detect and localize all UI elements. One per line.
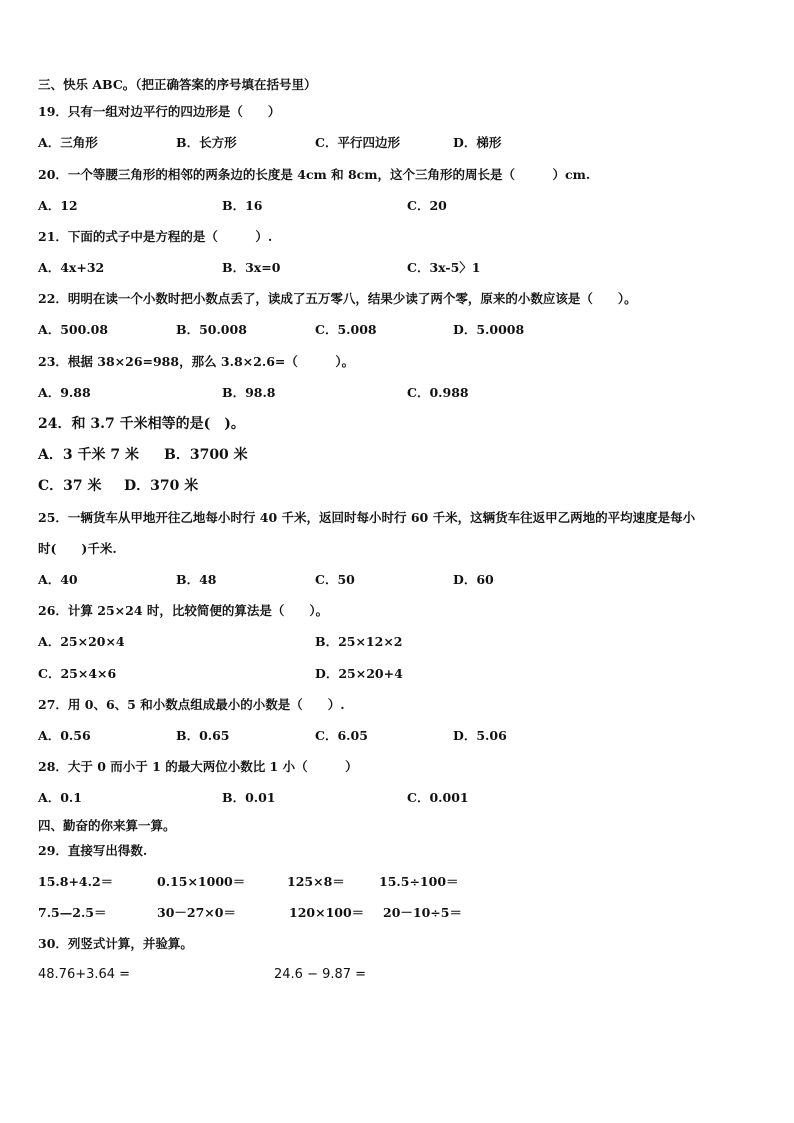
q28-option-b[interactable]: B．0.01: [222, 790, 276, 805]
q19-option-a[interactable]: A．三角形: [38, 135, 98, 150]
q24-stem: 24．和 3.7 千米相等的是( )。: [38, 416, 245, 432]
q27-option-a[interactable]: A．0.56: [38, 728, 91, 743]
q28-option-a[interactable]: A．0.1: [38, 790, 82, 805]
q19-option-d[interactable]: D．梯形: [453, 135, 502, 150]
q23-option-c[interactable]: C．0.988: [407, 385, 469, 400]
q25-option-d[interactable]: D．60: [453, 572, 494, 587]
section-3-title: 三、快乐 ABC。（把正确答案的序号填在括号里）: [38, 77, 317, 92]
q26-option-b[interactable]: B．25×12×2: [315, 634, 403, 649]
q25-option-b[interactable]: B．48: [176, 572, 217, 587]
q27-option-d[interactable]: D．5.06: [453, 728, 507, 743]
q28-option-c[interactable]: C．0.001: [407, 790, 469, 805]
q27-option-b[interactable]: B．0.65: [176, 728, 230, 743]
q26-option-c[interactable]: C．25×4×6: [38, 666, 117, 681]
q29-item: 20－10÷5＝: [383, 905, 462, 920]
q19-stem: 19．只有一组对边平行的四边形是（ ）: [38, 104, 281, 119]
q24-option-a[interactable]: A．3 千米 7 米: [38, 447, 139, 463]
section-4-title: 四、勤奋的你来算一算。: [38, 818, 176, 833]
q29-item: 125×8＝: [287, 874, 345, 889]
q20-option-b[interactable]: B．16: [222, 198, 263, 213]
q29-item: 15.5÷100＝: [379, 874, 459, 889]
q24-option-b[interactable]: B．3700 米: [164, 447, 248, 463]
q25-option-a[interactable]: A．40: [38, 572, 78, 587]
q26-option-d[interactable]: D．25×20+4: [315, 666, 403, 681]
q21-option-c[interactable]: C．3x-5〉1: [407, 260, 481, 275]
q19-option-c[interactable]: C．平行四边形: [315, 135, 400, 150]
q20-option-a[interactable]: A．12: [38, 198, 78, 213]
q30-stem: 30．列竖式计算，并验算。: [38, 936, 193, 951]
q25-stem-line1: 25．一辆货车从甲地开往乙地每小时行 40 千米，返回时每小时行 60 千米，这辆货车往返甲乙两地的平均速度是每小: [38, 510, 696, 525]
q29-item: 7.5—2.5＝: [38, 905, 107, 920]
q28-stem: 28．大于 0 而小于 1 的最大两位小数比 1 小（ ）: [38, 759, 358, 774]
q24-option-c[interactable]: C．37 米: [38, 478, 102, 494]
q21-stem: 21．下面的式子中是方程的是（ ）.: [38, 229, 273, 244]
q19-option-b[interactable]: B．长方形: [176, 135, 237, 150]
q30-item: 24.6 − 9.87 =: [274, 967, 367, 982]
q27-stem: 27．用 0、6、5 和小数点组成最小的小数是（ ）.: [38, 697, 345, 712]
q27-option-c[interactable]: C．6.05: [315, 728, 368, 743]
q25-option-c[interactable]: C．50: [315, 572, 355, 587]
q29-item: 120×100＝: [289, 905, 365, 920]
q21-option-a[interactable]: A．4x+32: [38, 260, 105, 275]
q22-stem: 22．明明在读一个小数时把小数点丢了，读成了五万零八，结果少读了两个零，原来的小数应该是（ ）。: [38, 291, 637, 306]
q29-stem: 29．直接写出得数.: [38, 843, 148, 858]
q24-option-d[interactable]: D．370 米: [124, 478, 199, 494]
q22-option-a[interactable]: A．500.08: [38, 322, 109, 337]
q20-option-c[interactable]: C．20: [407, 198, 447, 213]
q26-stem: 26．计算 25×24 时，比较简便的算法是（ ）。: [38, 603, 329, 618]
q21-option-b[interactable]: B．3x=0: [222, 260, 281, 275]
q30-item: 48.76+3.64 =: [38, 967, 131, 982]
q20-stem: 20．一个等腰三角形的相邻的两条边的长度是 4cm 和 8cm，这个三角形的周长是（ ）cm.: [38, 167, 591, 182]
q22-option-d[interactable]: D．5.0008: [453, 322, 525, 337]
q23-option-b[interactable]: B．98.8: [222, 385, 276, 400]
q25-stem-line2: 时( )千米.: [38, 541, 117, 556]
q23-option-a[interactable]: A．9.88: [38, 385, 91, 400]
q29-item: 30－27×0＝: [157, 905, 236, 920]
q26-option-a[interactable]: A．25×20×4: [38, 634, 125, 649]
q22-option-c[interactable]: C．5.008: [315, 322, 377, 337]
q22-option-b[interactable]: B．50.008: [176, 322, 247, 337]
q23-stem: 23．根据 38×26=988，那么 3.8×2.6=（ ）。: [38, 354, 355, 369]
q29-item: 15.8+4.2＝: [38, 874, 114, 889]
q29-item: 0.15×1000＝: [157, 874, 246, 889]
